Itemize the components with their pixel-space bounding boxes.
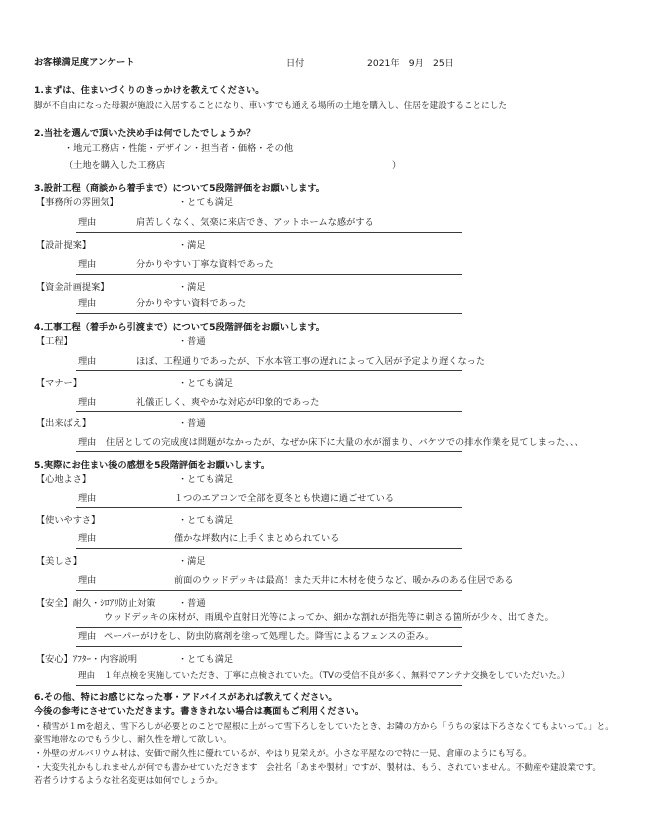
date-value: 2021年 9月 25日 (367, 58, 454, 69)
q5-item-reason: 前面のウッドデッキは最高！また天井に木材を使うなど、暖かみのある住居である (174, 575, 514, 586)
q6-line: 若者うけするような社名変更は如何でしょうか。 (34, 776, 224, 786)
q4-item-reason: ほぼ、工程通りであったが、下水本管工事の遅れによって入居が予定より遅くなった (136, 356, 486, 367)
survey-title: お客様満足度アンケート (34, 57, 135, 68)
q5-safety-extra: ウッドデッキの床材が、雨風や直射日光等によってか、細かな割れが指先等に刺さる箇所が少々、出てきた。 (104, 612, 554, 623)
reason-label: 理由 (78, 356, 97, 367)
q3-item-label: 【資金計画提案】 (36, 282, 110, 293)
q5-item-label: 【美しさ】 (36, 556, 82, 567)
q3-item-rating: ・とても満足 (178, 197, 234, 208)
q2-options: ・地元工務店・性能・デザイン・担当者・価格・その他 (64, 143, 294, 154)
q3-item-reason: 分かりやすい丁寧な資料であった (136, 259, 274, 270)
reason-label: 理由 (78, 493, 97, 504)
q5-peace-reason: １年点検を実施していただき、丁寧に点検されていた。（TVの受信不良が多く、無料でアンテナ交換をしていただいた。） (104, 671, 570, 681)
q2-heading: 2.当社を選んで頂いた決め手は何でしたでしょうか？ (34, 128, 256, 139)
reason-label: 理由 (78, 397, 97, 408)
q6-line: ・大変失礼かもしれませんが何でも書かせていただきます 会社名「あまや製材」ですが、製材は、もう、されていません。不動産や建設業です。 (34, 763, 602, 773)
q5-peace-label: 【安心】ｱﾌﾀｰ・内容説明 (36, 654, 138, 665)
q6-line: 豪雪地帯なのでもう少し、耐久性を増して欲しい。 (34, 735, 232, 745)
q4-item-rating: ・普通 (178, 418, 206, 429)
reason-label: 理由 (78, 217, 97, 228)
answer-underline (76, 548, 462, 549)
q3-item-label: 【事務所の雰囲気】 (36, 197, 119, 208)
answer-underline (76, 313, 462, 314)
q3-item-label: 【設計提案】 (36, 240, 92, 251)
q4-item-rating: ・とても満足 (178, 378, 234, 389)
reason-label: 理由 (78, 298, 97, 309)
reason-label: 理由 (78, 631, 97, 642)
q4-item-rating: ・普通 (178, 336, 206, 347)
answer-underline (76, 627, 462, 628)
q2-other-close: ） (392, 160, 402, 171)
q5-item-label: 【心地よさ】 (36, 474, 92, 485)
q3-item-reason: 分かりやすい資料であった (136, 298, 247, 309)
reason-label: 理由 (78, 533, 97, 544)
q4-item-label: 【出来ばえ】 (36, 418, 92, 429)
answer-underline (76, 232, 462, 233)
answer-underline (76, 411, 462, 412)
answer-underline (76, 685, 462, 686)
q5-item-reason: １つのエアコンで全部を夏冬とも快適に過ごせている (174, 493, 395, 504)
answer-underline (76, 590, 462, 591)
answer-underline (76, 646, 462, 647)
q4-item-reason: 住居としての完成度は問題がなかったが、なぜか床下に大量の水が溜まり、バケツでの排水作業を見てしまった、、、 (106, 437, 584, 448)
reason-label: 理由 (78, 437, 97, 448)
q2-other-open: （土地を購入した工務店 (64, 160, 166, 171)
answer-underline (76, 451, 462, 452)
q5-item-reason: 僅かな坪数内に上手くまとめられている (174, 533, 340, 544)
q6-line: ・外壁のガルバリウム材は、安価で耐久性に優れているが、やはり見栄えが。小さな平屋なので特に一見、倉庫のようにも写る。 (34, 749, 532, 759)
answer-underline (76, 507, 462, 508)
q6-subheading: 今後の参考にさせていただきます。書ききれない場合は裏面もご利用ください。 (34, 706, 365, 717)
reason-label: 理由 (78, 575, 97, 586)
q5-item-label: 【使いやすさ】 (36, 515, 101, 526)
q3-item-rating: ・満足 (178, 282, 206, 293)
q6-line: ・積雪が１mを超え、雪下ろしが必要とのことで屋根に上がって雪下ろしをしていたとき、お隣の方から「うちの家は下ろさなくてもよいって。」と。 (34, 722, 614, 732)
q4-heading: 4.工事工程（着手から引渡まで）について5段階評価をお願いします。 (34, 322, 325, 333)
q3-heading: 3.設計工程（商談から着手まで）について5段階評価をお願いします。 (34, 183, 325, 194)
q5-item-rating: ・とても満足 (178, 515, 234, 526)
q4-item-label: 【工程】 (36, 336, 73, 347)
answer-underline (76, 370, 462, 371)
q5-safety-rating: ・普通 (178, 598, 206, 609)
q5-peace-rating: ・とても満足 (178, 654, 234, 665)
q1-answer: 脚が不自由になった母親が施設に入居することになり、車いすでも通える場所の土地を購入し、住居を建設することにした (34, 101, 507, 111)
answer-underline (76, 274, 462, 275)
q3-item-reason: 肩苦しくなく、気楽に来店でき、アットホームな感がする (136, 217, 374, 228)
q3-item-rating: ・満足 (178, 240, 206, 251)
q6-heading: 6.その他、特にお感じになった事・アドバイスがあれば教えてください。 (34, 692, 338, 703)
q5-item-rating: ・とても満足 (178, 474, 234, 485)
q5-item-rating: ・満足 (178, 556, 206, 567)
q5-heading: 5.実際にお住まい後の感想を5段階評価をお願いします。 (34, 460, 271, 471)
date-label: 日付 (286, 58, 305, 69)
q1-heading: 1.まずは、住まいづくりのきっかけを教えてください。 (34, 85, 265, 96)
reason-label: 理由 (78, 671, 96, 681)
q4-item-reason: 礼儀正しく、爽やかな対応が印象的であった (136, 397, 320, 408)
q5-safety-label: 【安全】耐久・ｼﾛｱﾘ防止対策 (36, 598, 156, 609)
q4-item-label: 【マナー】 (36, 378, 82, 389)
q5-safety-reason: ペーパーがけをし、防虫防腐剤を塗って処理した。降雪によるフェンスの歪み。 (104, 631, 435, 642)
reason-label: 理由 (78, 259, 97, 270)
